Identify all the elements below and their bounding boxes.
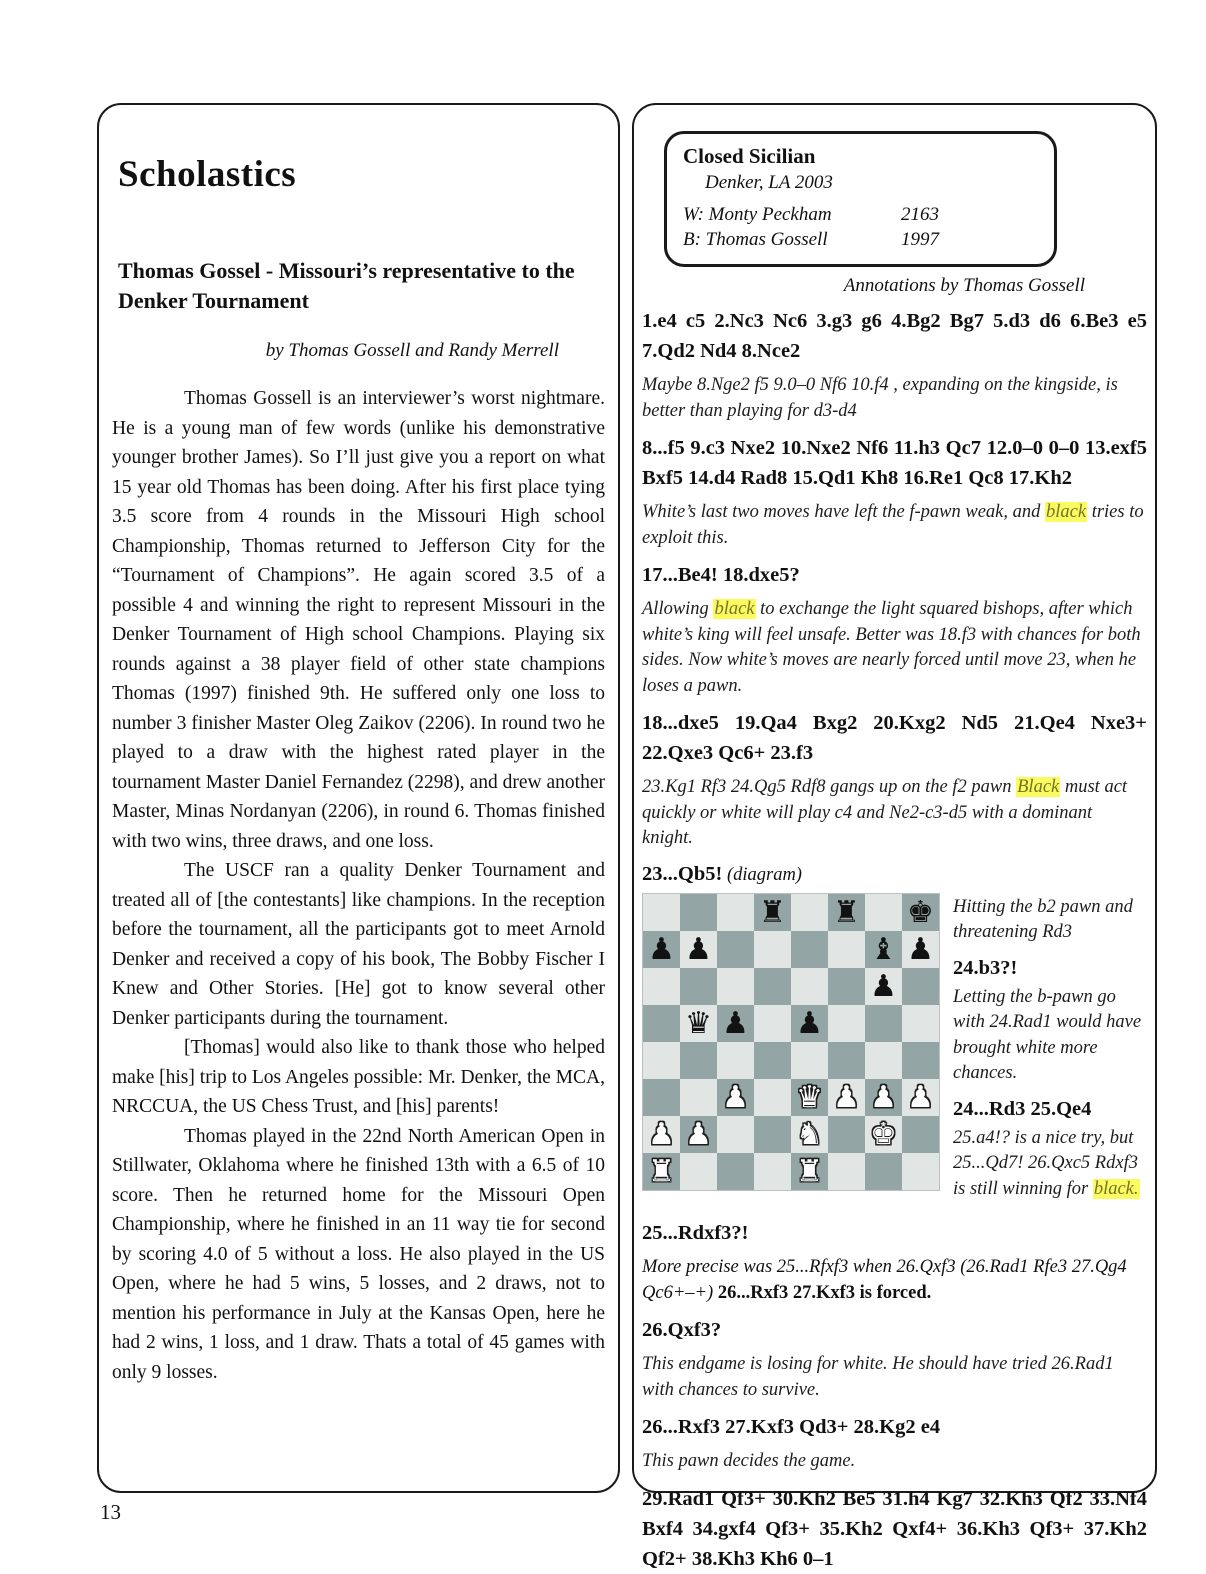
annotation-text (642, 775, 1147, 852)
board-square (717, 1005, 754, 1042)
chess-piece: ♜ (648, 1153, 675, 1189)
board-square (865, 1005, 902, 1042)
event-line: Denker, LA 2003 (705, 172, 833, 193)
annotation-text (642, 1352, 1147, 1403)
text-segment: 23.Kg1 Rf3 24.Qg5 Rdf8 gangs up on the f2 pawn (642, 777, 1017, 797)
chess-piece: ♟ (722, 1005, 749, 1041)
board-square (902, 1005, 939, 1042)
board-square (680, 1042, 717, 1079)
annotation-text (642, 1255, 1147, 1306)
black-player-row (683, 227, 1038, 252)
move-line: 26...Rxf3 27.Kxf3 Qd3+ 28.Kg2 e4 (642, 1416, 941, 1438)
board-square (717, 968, 754, 1005)
board-square (680, 894, 717, 931)
chess-piece: ♛ (796, 1079, 823, 1115)
board-square (865, 1079, 902, 1116)
chess-piece: ♝ (870, 931, 897, 967)
board-square (643, 1153, 680, 1190)
chess-piece: ♚ (870, 1116, 897, 1152)
board-square (828, 931, 865, 968)
board-square (643, 894, 680, 931)
opening-name: Closed Sicilian (683, 144, 816, 168)
board-square (902, 894, 939, 931)
chess-board (642, 893, 940, 1191)
board-square (754, 1116, 791, 1153)
text-segment: Maybe 8.Nge2 f5 9.0–0 Nf6 10.f4 , expanding on the kingside, is better than playing for d3-d4 (642, 375, 1118, 421)
chess-piece: ♛ (685, 1005, 712, 1041)
text-segment: (diagram) (722, 864, 802, 885)
board-square (865, 1116, 902, 1153)
chess-diagram-row (642, 893, 1147, 1210)
text-segment: Letting the b-pawn go with 24.Rad1 would have brought white more chances. (953, 986, 1142, 1083)
board-square (754, 968, 791, 1005)
annotation-text (642, 373, 1147, 424)
board-square (717, 1042, 754, 1079)
text-segment: White’s last two moves have left the f-pawn weak, and (642, 502, 1045, 522)
board-square (643, 968, 680, 1005)
move-line: 24.b3?! (953, 956, 1018, 979)
text-segment: Allowing (642, 599, 714, 619)
board-square (828, 1042, 865, 1079)
board-square (754, 1042, 791, 1079)
chess-piece: ♟ (833, 1079, 860, 1115)
board-square (643, 1116, 680, 1153)
highlighted-text: black. (1093, 1178, 1139, 1199)
board-square (828, 1116, 865, 1153)
board-square (643, 1042, 680, 1079)
move-line: 18...dxe5 19.Qa4 Bxg2 20.Kxg2 Nd5 21.Qe4 Nxe3+ 22.Qxe3 Qc6+ 23.f3 (642, 712, 1147, 764)
section-title: Scholastics (118, 154, 297, 195)
board-square (791, 1153, 828, 1190)
board-square (902, 1079, 939, 1116)
text-segment: Hitting the b2 pawn and threatening Rd3 (953, 896, 1133, 942)
board-square (902, 1116, 939, 1153)
move-line: 24...Rd3 25.Qe4 (953, 1097, 1092, 1120)
board-square (902, 931, 939, 968)
text-segment: tries to exploit this. (642, 502, 1144, 548)
board-square (754, 894, 791, 931)
move-line: 1.e4 c5 2.Nc3 Nc6 3.g3 g6 4.Bg2 Bg7 5.d3 d6 6.Be3 e5 7.Qd2 Nd4 8.Nce2 (642, 310, 1147, 362)
board-square (865, 931, 902, 968)
highlighted-text: black (1046, 502, 1087, 522)
board-square (791, 968, 828, 1005)
chess-piece: ♞ (796, 1116, 823, 1152)
board-square (717, 931, 754, 968)
chess-piece: ♜ (833, 894, 860, 930)
text-segment: More precise was 25...Rfxf3 when 26.Qxf3 (26.Rad1 Rfe3 27.Qg4 Qc6+–+) (642, 1257, 1127, 1303)
move-line: 26.Qxf3? (642, 1319, 722, 1341)
paragraph: Thomas played in the 22nd North American Open in Stillwater, Oklahoma where he finished 13th with a 6.5 of 10 score. Then he returned home for the Missouri Open Championship, where he finished in an 11 way tie for second by scoring 4.0 of 5 without a loss. He also played in the US Open, where he had 5 wins, 5 losses, and 2 draws, not to mention his performance in July at the Kansas Open, here he had 2 wins, 1 loss, and 1 draw. Thats a total of 45 games with only 9 losses. (112, 1125, 605, 1383)
paragraph: [Thomas] would also like to thank those who helped make [his] trip to Los Angeles possible: Mr. Denker, the MCA, NRCCUA, the US Chess Trust, and [his] parents! (112, 1037, 605, 1117)
board-square (828, 1153, 865, 1190)
chess-piece: ♟ (870, 1079, 897, 1115)
highlighted-text: black (714, 599, 755, 619)
article-panel (97, 103, 620, 1493)
chess-piece: ♟ (648, 931, 675, 967)
annotation-text (642, 597, 1147, 699)
white-player-name: W: Monty Peckham (683, 204, 832, 225)
board-square (680, 1153, 717, 1190)
chess-piece: ♟ (685, 931, 712, 967)
board-square (680, 1079, 717, 1116)
move-line: 8...f5 9.c3 Nxe2 10.Nxe2 Nf6 11.h3 Qc7 12.0–0 0–0 13.exf5 Bxf5 14.d4 Rad8 15.Qd1 Kh8 16.Re1 Qc8 17.Kh2 (642, 437, 1147, 489)
board-square (791, 894, 828, 931)
annotation-text (953, 985, 1147, 1087)
move-line: 29.Rad1 Qf3+ 30.Kh2 Be5 31.h4 Kg7 32.Kh3 Qf2 33.Nf4 Bxf4 34.gxf4 Qf3+ 35.Kh2 Qxf4+ 36.Kh3 Qf3+ 37.Kh2 Qf2+ 38.Kh3 Kh6 0–1 (642, 1487, 1147, 1570)
board-square (902, 1042, 939, 1079)
board-square (717, 894, 754, 931)
board-square (643, 1005, 680, 1042)
text-segment: This endgame is losing for white. He should have tried 26.Rad1 with chances to survive. (642, 1354, 1114, 1400)
board-square (828, 1005, 865, 1042)
board-square (680, 968, 717, 1005)
board-square (643, 931, 680, 968)
board-square (828, 968, 865, 1005)
diagram-sidebar (940, 893, 1147, 1210)
board-square (754, 1005, 791, 1042)
black-player-rating: 1997 (901, 229, 939, 250)
page-number: 13 (100, 1500, 121, 1524)
board-square (865, 894, 902, 931)
game-annotation-body (642, 306, 1147, 1574)
chess-piece: ♚ (907, 894, 934, 930)
highlighted-text: Black (1017, 777, 1060, 797)
chess-piece: ♟ (907, 931, 934, 967)
game-header-box (664, 131, 1057, 267)
text-segment: 25.a4!? is a nice try, but 25...Qd7! 26.Qxc5 Rdxf3 is still winning for (953, 1127, 1138, 1199)
board-square (754, 1079, 791, 1116)
board-square (791, 1042, 828, 1079)
board-square (680, 1116, 717, 1153)
board-square (754, 931, 791, 968)
white-player-rating: 2163 (901, 204, 939, 225)
board-square (643, 1079, 680, 1116)
text-segment: to exchange the light squared bishops, after which white’s king will feel unsafe. Better was 18.f3 with chances for both sides. Now white’s moves are nearly forced until move 23, when he loses a pawn. (642, 599, 1141, 696)
annotation-text (642, 860, 1147, 889)
chess-piece: ♟ (722, 1079, 749, 1115)
chess-piece: ♟ (648, 1116, 675, 1152)
paragraph: Thomas Gossell is an interviewer’s worst nightmare. He is a young man of few words (unlike his demonstrative younger brother James). So I’ll just give you a report on what 15 year old Thomas has been doing. After his first place tying 3.5 score from 4 rounds in the Missouri High school Championship, Thomas returned to Jefferson City for the “Tournament of Champions”. He again scored 3.5 of a possible 4 and winning the right to represent Missouri in the Denker Tournament of High school Champions. Playing six rounds against a 38 player field of other state champions Thomas (1997) finished 9th. He suffered only one loss to number 3 finisher Master Oleg Zaikov (2206). In round two he played to a draw with the highest rated player in the tournament Master Daniel Fernandez (2298), and drew another Master, Minas Nordanyan (2206), in round 6. Thomas finished with two wins, three draws, and one loss. (112, 388, 605, 852)
annotation-text (953, 1126, 1147, 1203)
board-square (902, 1153, 939, 1190)
annotation-text (642, 500, 1147, 551)
paragraph: The USCF ran a quality Denker Tournament and treated all of [the contestants] like champions. In the reception before the tournament, all the participants got to meet Arnold Denker and received a copy of his book, The Bobby Fischer I Knew and Other Stories. [He] got to know several other Denker participants during the tournament. (112, 860, 605, 1029)
board-square (680, 931, 717, 968)
board-square (680, 1005, 717, 1042)
board-square (865, 968, 902, 1005)
board-square (754, 1153, 791, 1190)
board-square (717, 1116, 754, 1153)
chess-piece: ♟ (870, 968, 897, 1004)
article-subtitle: Thomas Gossel - Missouri’s representative to the Denker Tournament (118, 258, 575, 313)
board-square (717, 1153, 754, 1190)
byline: by Thomas Gossell and Randy Merrell (265, 340, 559, 361)
chess-piece: ♟ (796, 1005, 823, 1041)
black-player-name: B: Thomas Gossell (683, 229, 828, 250)
board-square (865, 1153, 902, 1190)
text-segment: 26...Rxf3 27.Kxf3 is forced. (717, 1282, 932, 1303)
white-player-row (683, 202, 1038, 227)
board-square (828, 1079, 865, 1116)
annotation-text (642, 1449, 1147, 1475)
board-square (791, 931, 828, 968)
move-line: 17...Be4! 18.dxe5? (642, 564, 800, 586)
board-square (791, 1079, 828, 1116)
board-square (828, 894, 865, 931)
chess-piece: ♜ (796, 1153, 823, 1189)
board-square (791, 1116, 828, 1153)
chess-piece: ♟ (907, 1079, 934, 1115)
game-panel (632, 103, 1157, 1570)
article-body (112, 384, 605, 1387)
chess-piece: ♟ (685, 1116, 712, 1152)
text-segment: 23...Qb5! (642, 862, 723, 885)
text-segment: This pawn decides the game. (642, 1451, 856, 1471)
move-line: 25...Rdxf3?! (642, 1222, 749, 1244)
board-square (902, 968, 939, 1005)
board-square (791, 1005, 828, 1042)
chess-piece: ♜ (759, 894, 786, 930)
annotation-text (953, 895, 1147, 946)
annotator-line: Annotations by Thomas Gossell (843, 275, 1085, 296)
board-square (717, 1079, 754, 1116)
text-segment: must act quickly or white will play c4 and Ne2-c3-d5 with a dominant knight. (642, 777, 1128, 848)
board-square (865, 1042, 902, 1079)
